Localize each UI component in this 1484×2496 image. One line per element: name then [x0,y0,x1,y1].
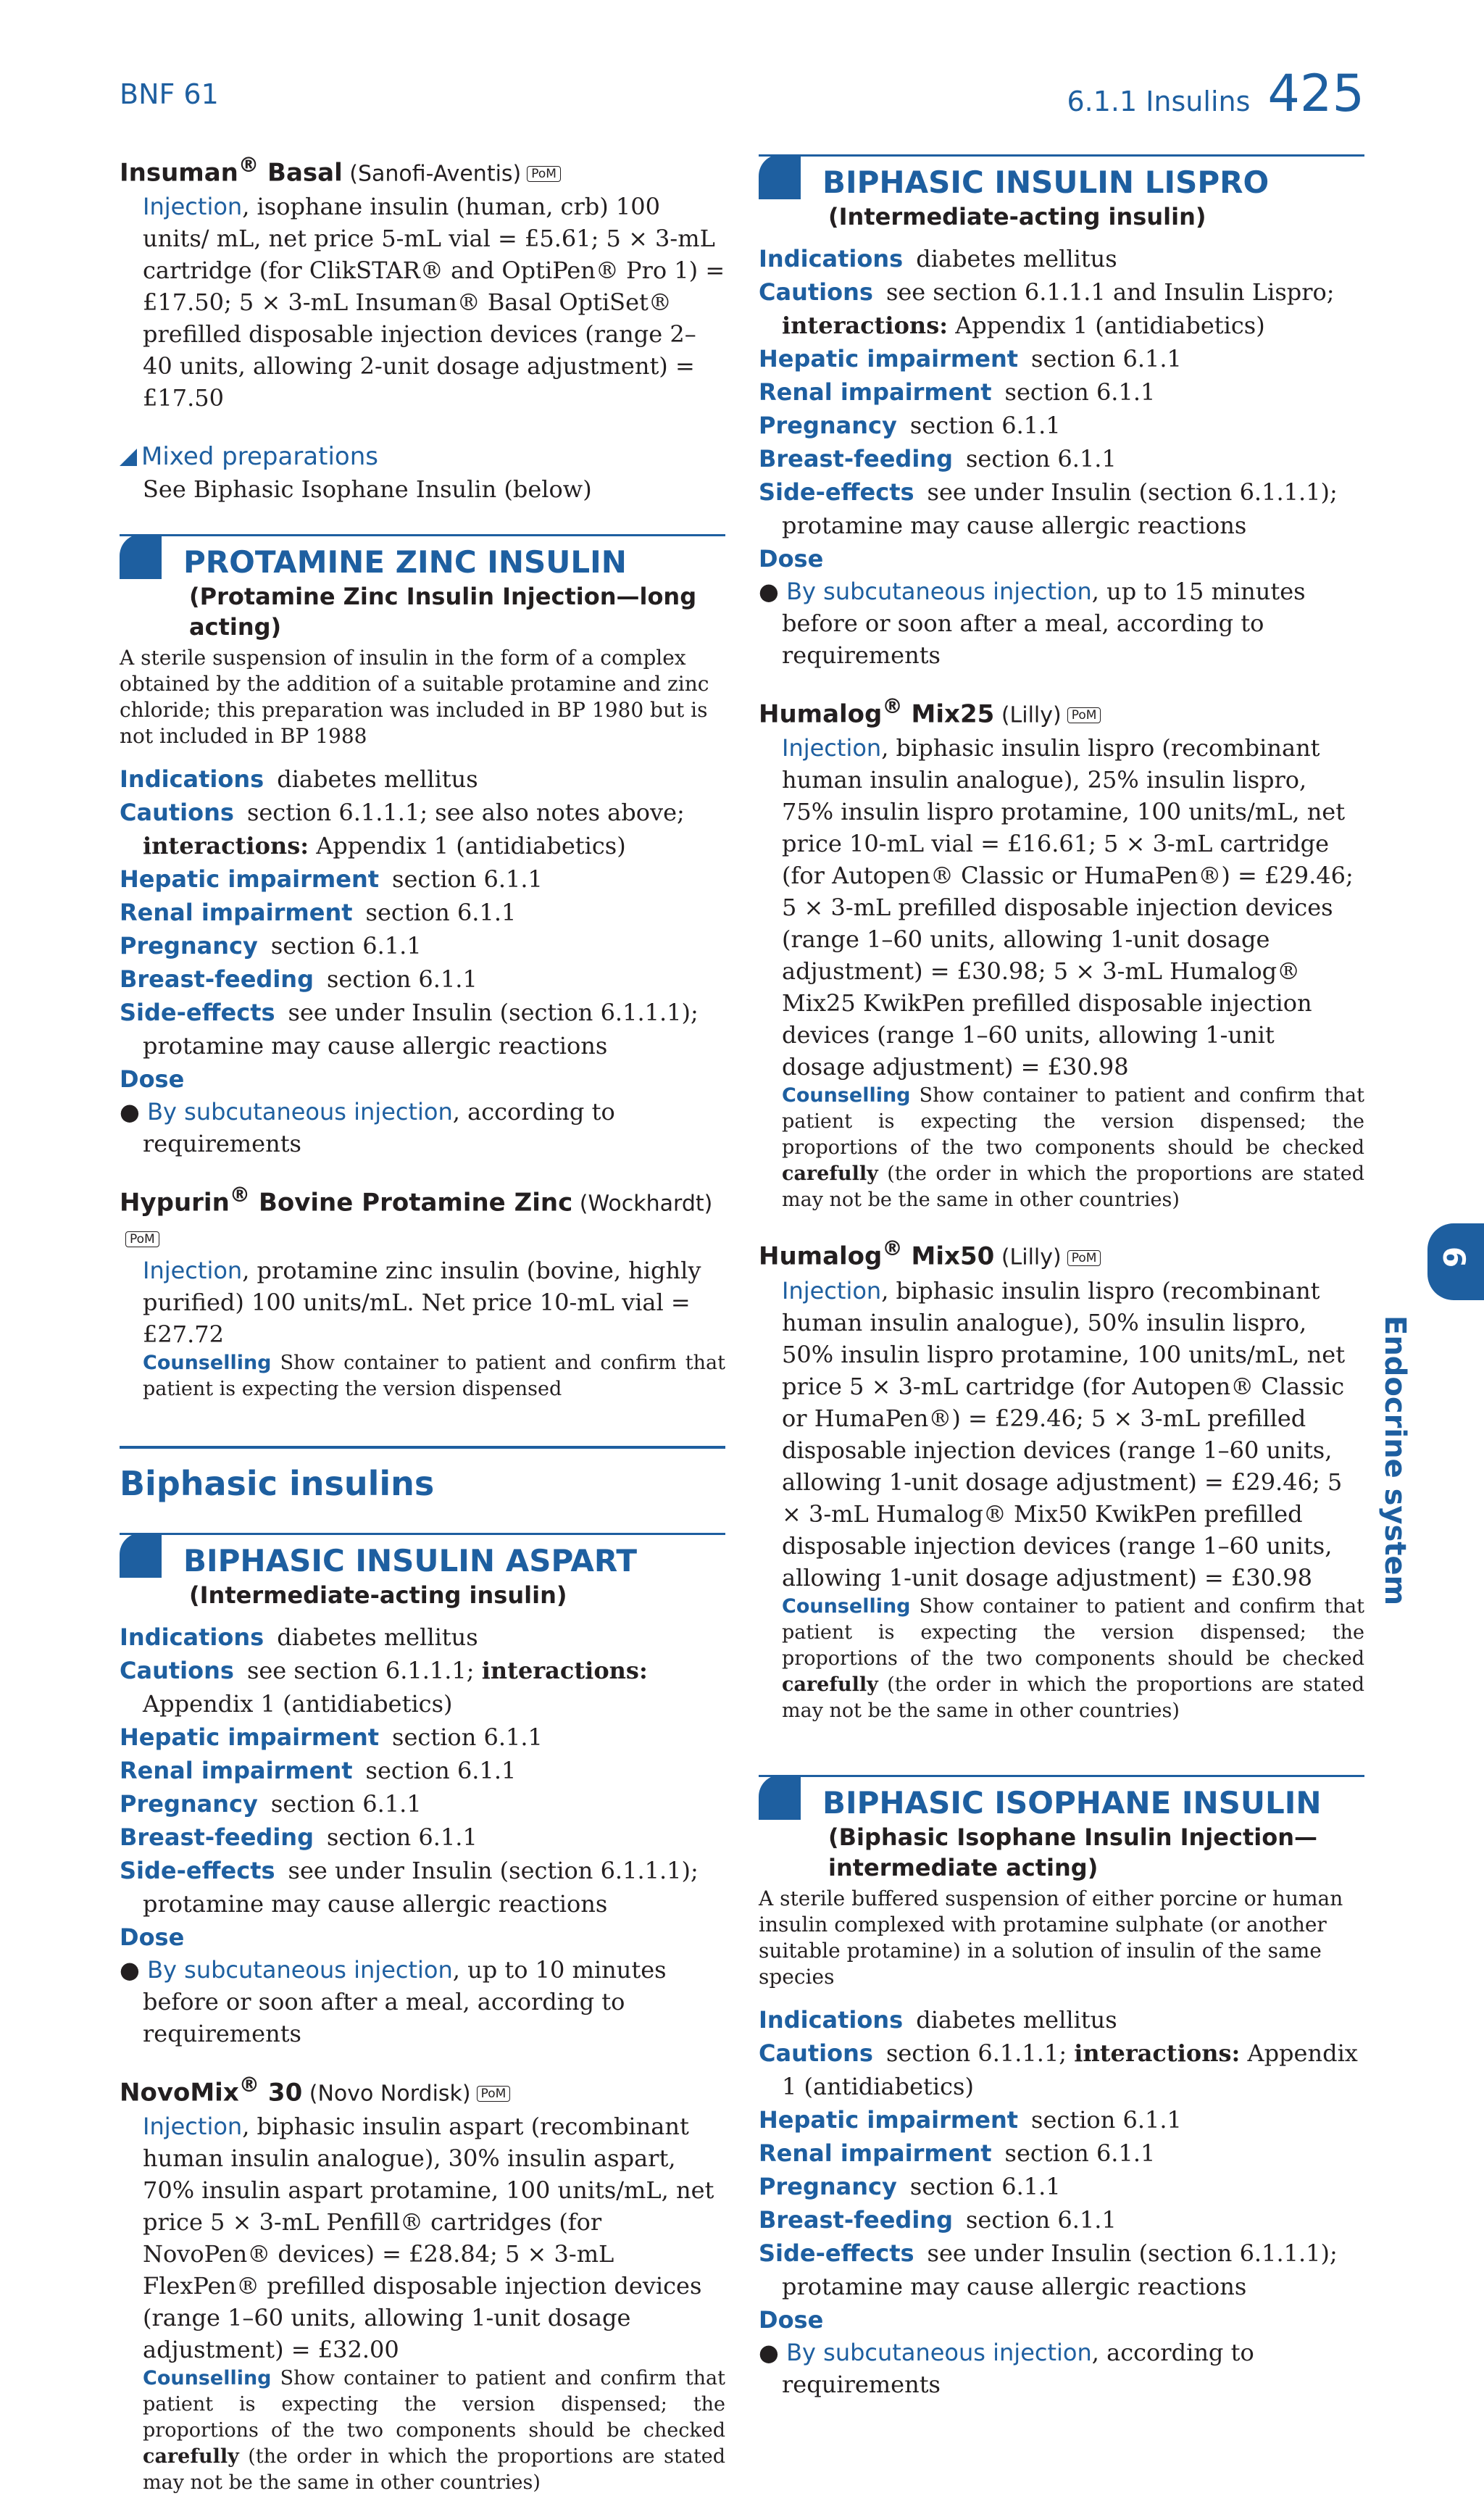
field-label: Cautions [759,278,873,306]
field-emphasis: interactions: [782,312,949,339]
triangle-icon [120,449,137,466]
dose-text: , up to 10 minutes before or soon after a meal, according to requirements [143,1955,667,2047]
field-value: section 6.1.1 [1031,345,1182,373]
dose-text: , according to requirements [143,1098,615,1158]
dose-heading: Dose [120,1065,185,1094]
chapter-number: 6 [1436,1246,1472,1268]
field-label: Hepatic impairment [120,865,380,894]
field-value: see under Insulin (section 6.1.1.1); protamine may cause allergic reactions [782,2239,1338,2300]
field-value: section 6.1.1 [1004,2139,1156,2167]
field-value: section 6.1.1 [909,412,1061,439]
counselling-text: (the order in which the proportions are stated may not be the same in other countries) [782,1673,1364,1722]
field-label: Renal impairment [759,2139,992,2167]
field-label: Indications [759,245,904,273]
field-value: Appendix 1 (antidiabetics) [143,1689,453,1718]
field-value: section 6.1.1 [1004,378,1156,406]
header-tab [120,1533,162,1578]
product-name: Humalog [759,1241,883,1271]
pom-badge: PoM [125,1231,159,1247]
reg-mark: ® [229,1183,251,1207]
section-heading: Biphasic insulins [120,1446,725,1504]
monograph-header-isophane [759,1775,1364,1883]
product-name-suffix: Basal [259,158,343,188]
counselling-text: (the order in which the proportions are stated may not be the same in other countries) [143,2445,725,2494]
dose-heading: Dose [759,2305,824,2334]
pom-badge: PoM [1067,707,1101,723]
preparation-text: , biphasic insulin lispro (recombinant human insulin analogue), 50% insulin lispro, 50% insulin lispro protamine, 100 units/mL, net price 5 × 3-mL cartridge (for Autopen® Classic or HumaPen®) = £29.46; 5 × 3-mL prefilled disposable injection devices (range 1–60 units, allowing 1-unit dosage adjustment) = £29.46; 5 × 3-mL Humalog® Mix50 KwikPen prefilled disposable injection devices (range 1–60 units, allowing 1-unit dosage adjustment) = £30.98 [782,1276,1346,1592]
counselling-text: Show container to patient and confirm that patient is expecting the version dispensed; the proportions of the two components should be checked [782,1594,1364,1670]
product-name: Humalog [759,699,883,729]
reg-mark: ® [882,1236,903,1261]
field-label: Renal impairment [120,899,353,927]
field-label: Pregnancy [759,2172,897,2200]
monograph-subtitle: (Intermediate-acting insulin) [189,1581,567,1609]
preparation-text: , protamine zinc insulin (bovine, highly purified) 100 units/mL. Net price 10-mL vial = £27.72 [143,1256,701,1348]
monograph-fields-aspart: Indications diabetes mellitus Cautions see section 6.1.1.1; interactions: Appendix 1 (antidiabetics) Hepatic impairment section 6.1.1 Renal impairment section 6.1.1 Pregnancy section 6.1.1 Breast-feeding section 6.1.1 Side-effects see under Insulin (section 6.1.1.1); protamine may cause allergic reactions Dose ● By subcutaneous injection, up to 10 minutes before or soon after a meal, according to requirements [120,1621,725,2050]
left-column [120,149,725,2496]
field-value: Appendix 1 (antidiabetics) [948,312,1265,339]
manufacturer: (Lilly) [994,702,1062,728]
counselling-emphasis: carefully [782,1673,878,1696]
monograph-header-lispro [759,154,1364,232]
reg-mark: ® [238,153,259,177]
reg-mark: ® [238,2072,260,2097]
product-name-suffix: 30 [259,2077,303,2107]
monograph-title: BIPHASIC ISOPHANE INSULIN [822,1784,1322,1821]
section-title: 6.1.1 Insulins [1067,86,1251,117]
field-value: diabetes mellitus [916,245,1117,273]
dose-route: By subcutaneous injection [786,578,1092,605]
field-label: Side-effects [759,2239,914,2267]
product-entry-humalog-mix50 [759,1232,1364,1723]
field-label: Pregnancy [120,932,258,960]
preparation-label: Injection [143,2112,243,2140]
product-name-suffix: Bovine Protamine Zinc [250,1188,573,1218]
dose-text: , up to 15 minutes before or soon after a meal, according to requirements [782,578,1306,669]
product-name-suffix: Mix25 [902,699,995,729]
field-label: Side-effects [759,478,914,506]
field-label: Breast-feeding [759,2205,953,2234]
dose-route: By subcutaneous injection [147,1098,453,1126]
field-value: section 6.1.1 [365,1756,517,1784]
field-value: diabetes mellitus [277,765,478,794]
field-value: see under Insulin (section 6.1.1.1); protamine may cause allergic reactions [143,999,699,1060]
chapter-side-label [1378,1315,1433,1606]
field-label: Cautions [759,2039,873,2067]
field-label: Cautions [120,1656,234,1684]
counselling-label: Counselling [143,1351,272,1374]
product-name: Insuman [120,158,238,188]
page-number: 425 [1267,64,1364,123]
field-label: Cautions [120,799,234,827]
counselling-label: Counselling [143,2366,272,2389]
product-entry-humalog-mix25 [759,690,1364,1213]
monograph-title: BIPHASIC INSULIN LISPRO [822,165,1270,200]
field-value: section 6.1.1 [365,899,517,927]
running-head-left: BNF 61 [120,78,219,110]
preparation-text: , biphasic insulin lispro (recombinant human insulin analogue), 25% insulin lispro, 75% insulin lispro protamine, 100 units/mL, net price 10-mL vial = £16.61; 5 × 3-mL cartridge (for Autopen® Classic or HumaPen®) = £29.46; 5 × 3-mL prefilled disposable injection devices (range 1–60 units, allowing 1-unit dosage adjustment) = £30.98; 5 × 3-mL Humalog® Mix25 KwikPen prefilled disposable injection devices (range 1–60 units, allowing 1-unit dosage adjustment) = £30.98 [782,734,1354,1081]
counselling-text: Show container to patient and confirm that patient is expecting the version dispensed [143,1351,725,1400]
field-label: Breast-feeding [120,965,314,994]
counselling-text: Show container to patient and confirm that patient is expecting the version dispensed; the proportions of the two components should be checked [782,1084,1364,1160]
field-label: Renal impairment [120,1756,353,1784]
monograph-subtitle: (Intermediate-acting insulin) [828,203,1206,230]
field-value: section 6.1.1 [270,1789,422,1818]
product-name-suffix: Mix50 [902,1241,995,1271]
manufacturer: (Lilly) [994,1244,1062,1270]
field-value: section 6.1.1 [392,865,543,894]
monograph-subtitle: (Biphasic Isophane Insulin Injection—intermediate acting) [828,1823,1317,1881]
field-label: Side-effects [120,999,275,1027]
right-column [759,149,1364,2400]
preparation-label: Injection [143,193,243,221]
header-tab [759,1775,801,1820]
field-emphasis: interactions: [143,832,309,860]
running-head-right [1067,64,1364,123]
field-label: Breast-feeding [759,445,953,473]
mixed-text: See Biphasic Isophane Insulin (below) [143,475,592,504]
field-value: section 6.1.1 [392,1723,543,1751]
chapter-thumb-tab[interactable] [1427,1223,1484,1300]
monograph-title: PROTAMINE ZINC INSULIN [183,544,627,581]
monograph-header-aspart [120,1533,725,1610]
field-label: Indications [120,765,264,794]
field-value: see section 6.1.1.1 and Insulin Lispro; [885,278,1335,306]
monograph-header-pzi [120,534,725,642]
counselling-text: Show container to patient and confirm that patient is expecting the version dispensed; the proportions of the two components should be checked [143,2366,725,2442]
product-entry-hypurin [120,1178,725,1402]
field-value: section 6.1.1 [270,932,422,960]
monograph-fields-lispro: Indications diabetes mellitus Cautions see section 6.1.1.1 and Insulin Lispro; interactions: Appendix 1 (antidiabetics) Hepatic impairment section 6.1.1 Renal impairment section 6.1.1 Pregnancy section 6.1.1 Breast-feeding section 6.1.1 Side-effects see under Insulin (section 6.1.1.1); protamine may cause allergic reactions Dose ● By subcutaneous injection, up to 15 minutes before or soon after a meal, according to requirements [759,242,1364,671]
preparation-text: , isophane insulin (human, crb) 100 units/ mL, net price 5-mL vial = £5.61; 5 × 3-mL cartridge (for ClikSTAR® and OptiPen® Pro 1) = £17.50; 5 × 3-mL Insuman® Basal OptiSet® prefilled disposable injection devices (range 2–40 units, allowing 2-unit dosage adjustment) = £17.50 [143,193,725,412]
dose-heading: Dose [120,1923,185,1951]
field-emphasis: interactions: [481,1656,648,1684]
dose-heading: Dose [759,545,824,573]
header-tab [120,534,162,579]
counselling-label: Counselling [782,1594,911,1618]
manufacturer: (Novo Nordisk) [302,2080,471,2106]
product-name: Hypurin [120,1188,230,1218]
field-value: section 6.1.1.1; see also notes above; [246,799,685,827]
pom-badge: PoM [527,166,561,182]
manufacturer: (Sanofi-Aventis) [342,161,522,187]
pom-badge: PoM [1067,1250,1101,1266]
field-value: section 6.1.1.1; [885,2039,1075,2067]
counselling-label: Counselling [782,1084,911,1107]
field-label: Indications [120,1623,264,1651]
counselling-emphasis: carefully [782,1162,878,1186]
field-value: see under Insulin (section 6.1.1.1); protamine may cause allergic reactions [782,478,1338,539]
mixed-preparations [120,440,725,505]
field-value: section 6.1.1 [326,965,478,994]
product-entry-novomix [120,2068,725,2496]
monograph-subtitle: (Protamine Zinc Insulin Injection—long acting) [189,583,697,641]
product-entry-insuman [120,149,725,414]
dose-route: By subcutaneous injection [786,2338,1092,2366]
field-value: section 6.1.1 [1031,2105,1182,2134]
monograph-description: A sterile buffered suspension of either porcine or human insulin complexed with protamine sulphate (or another suitable protamine) in a solution of insulin of the same species [759,1886,1343,1989]
header-tab [759,154,801,199]
preparation-label: Injection [782,734,882,762]
chapter-label: Endocrine system [1378,1315,1412,1606]
dose-route: By subcutaneous injection [147,1955,453,1984]
field-value: diabetes mellitus [277,1623,478,1651]
field-value: section 6.1.1 [965,445,1117,473]
field-value: diabetes mellitus [916,2005,1117,2034]
field-label: Indications [759,2005,904,2034]
field-label: Side-effects [120,1856,275,1884]
field-value: Appendix 1 (antidiabetics) [309,832,626,860]
field-value: see section 6.1.1.1; [246,1656,482,1684]
monograph-description: A sterile suspension of insulin in the form of a complex obtained by the addition of a suitable protamine and zinc chloride; this preparation was included in BP 1980 but is not included in BP 1988 [120,646,709,749]
field-label: Hepatic impairment [759,345,1019,373]
field-label: Pregnancy [120,1789,258,1818]
counselling-text: (the order in which the proportions are stated may not be the same in other countries) [782,1162,1364,1212]
preparation-label: Injection [782,1276,882,1305]
field-label: Hepatic impairment [759,2105,1019,2134]
product-name: NovoMix [120,2077,239,2107]
field-value: section 6.1.1 [326,1823,478,1851]
monograph-fields-isophane: Indications diabetes mellitus Cautions section 6.1.1.1; interactions: Appendix 1 (antidiabetics) Hepatic impairment section 6.1.1 Renal impairment section 6.1.1 Pregnancy section 6.1.1 Breast-feeding section 6.1.1 Side-effects see under Insulin (section 6.1.1.1); protamine may cause allergic reactions Dose ● By subcutaneous injection, according to requirements [759,2003,1364,2400]
field-label: Breast-feeding [120,1823,314,1851]
field-label: Pregnancy [759,412,897,439]
reg-mark: ® [882,694,903,718]
pom-badge: PoM [477,2086,511,2102]
manufacturer: (Wockhardt) [572,1191,713,1217]
field-value: Appendix 1 (antidiabetics) [782,2039,1358,2100]
field-value: section 6.1.1 [909,2172,1061,2200]
field-value: see under Insulin (section 6.1.1.1); protamine may cause allergic reactions [143,1856,699,1918]
preparation-text: , biphasic insulin aspart (recombinant human insulin analogue), 30% insulin aspart, 70% insulin aspart protamine, 100 units/mL, net price 5 × 3-mL Penfill® cartridges (for NovoPen® devices) = £28.84; 5 × 3-mL FlexPen® prefilled disposable injection devices (range 1–60 units, allowing 1-unit dosage adjustment) = £32.00 [143,2112,714,2363]
field-emphasis: interactions: [1074,2039,1241,2067]
monograph-fields-pzi: Indications diabetes mellitus Cautions section 6.1.1.1; see also notes above; interactions: Appendix 1 (antidiabetics) Hepatic impairment section 6.1.1 Renal impairment section 6.1.1 Pregnancy section 6.1.1 Breast-feeding section 6.1.1 Side-effects see under Insulin (section 6.1.1.1); protamine may cause allergic reactions Dose ● By subcutaneous injection, according to requirements [120,762,725,1160]
field-label: Hepatic impairment [120,1723,380,1751]
monograph-title: BIPHASIC INSULIN ASPART [183,1542,637,1578]
dose-text: , according to requirements [782,2338,1254,2398]
field-label: Renal impairment [759,378,992,406]
counselling-emphasis: carefully [143,2445,239,2468]
preparation-label: Injection [143,1256,243,1284]
field-value: section 6.1.1 [965,2205,1117,2234]
mixed-heading: Mixed preparations [141,442,378,472]
